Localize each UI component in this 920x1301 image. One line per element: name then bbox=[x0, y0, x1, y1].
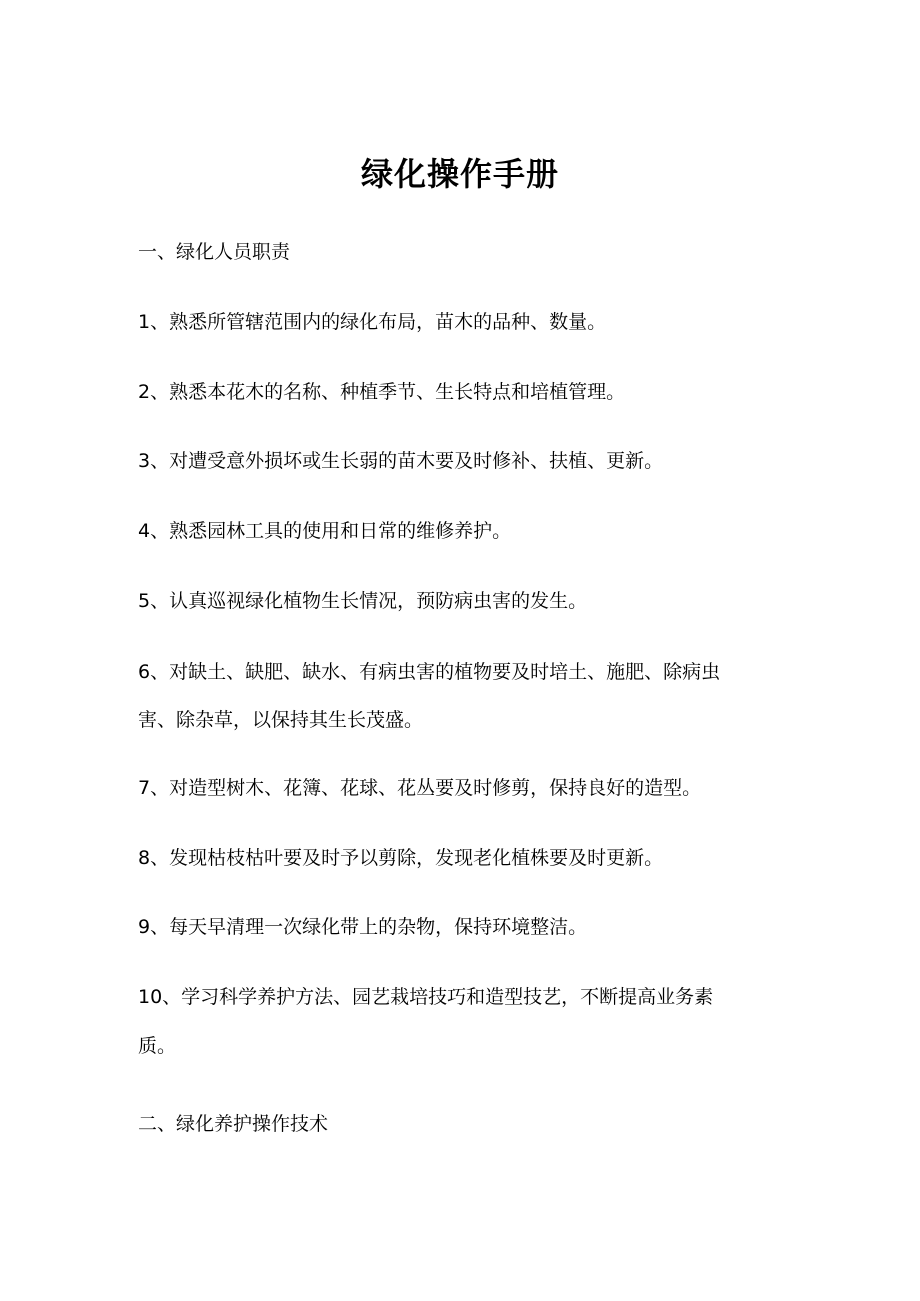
duty-item-2: 2、熟悉本花木的名称、种植季节、生长特点和培植管理。 bbox=[138, 381, 626, 403]
duty-item-6-continued: 害、除杂草，以保持其生长茂盛。 bbox=[138, 709, 424, 731]
duty-item-10-continued: 质。 bbox=[138, 1035, 177, 1057]
duty-item-3: 3、对遭受意外损坏或生长弱的苗木要及时修补、扶植、更新。 bbox=[138, 450, 664, 472]
duty-item-10: 10、学习科学养护方法、园艺栽培技巧和造型技艺，不断提高业务素 bbox=[138, 986, 714, 1008]
duty-item-8: 8、发现枯枝枯叶要及时予以剪除，发现老化植株要及时更新。 bbox=[138, 847, 664, 869]
duty-item-4: 4、熟悉园林工具的使用和日常的维修养护。 bbox=[138, 520, 512, 542]
duty-item-9: 9、每天早清理一次绿化带上的杂物，保持环境整洁。 bbox=[138, 916, 588, 938]
document-title: 绿化操作手册 bbox=[360, 155, 559, 193]
duty-item-5: 5、认真巡视绿化植物生长情况，预防病虫害的发生。 bbox=[138, 590, 588, 612]
section-heading-duties: 一、绿化人员职责 bbox=[138, 241, 291, 263]
section-heading-techniques: 二、绿化养护操作技术 bbox=[138, 1113, 329, 1135]
duty-item-1: 1、熟悉所管辖范围内的绿化布局，苗木的品种、数量。 bbox=[138, 311, 607, 333]
duty-item-7: 7、对造型树木、花簿、花球、花丛要及时修剪，保持良好的造型。 bbox=[138, 777, 702, 799]
duty-item-6: 6、对缺土、缺肥、缺水、有病虫害的植物要及时培土、施肥、除病虫 bbox=[138, 661, 721, 683]
